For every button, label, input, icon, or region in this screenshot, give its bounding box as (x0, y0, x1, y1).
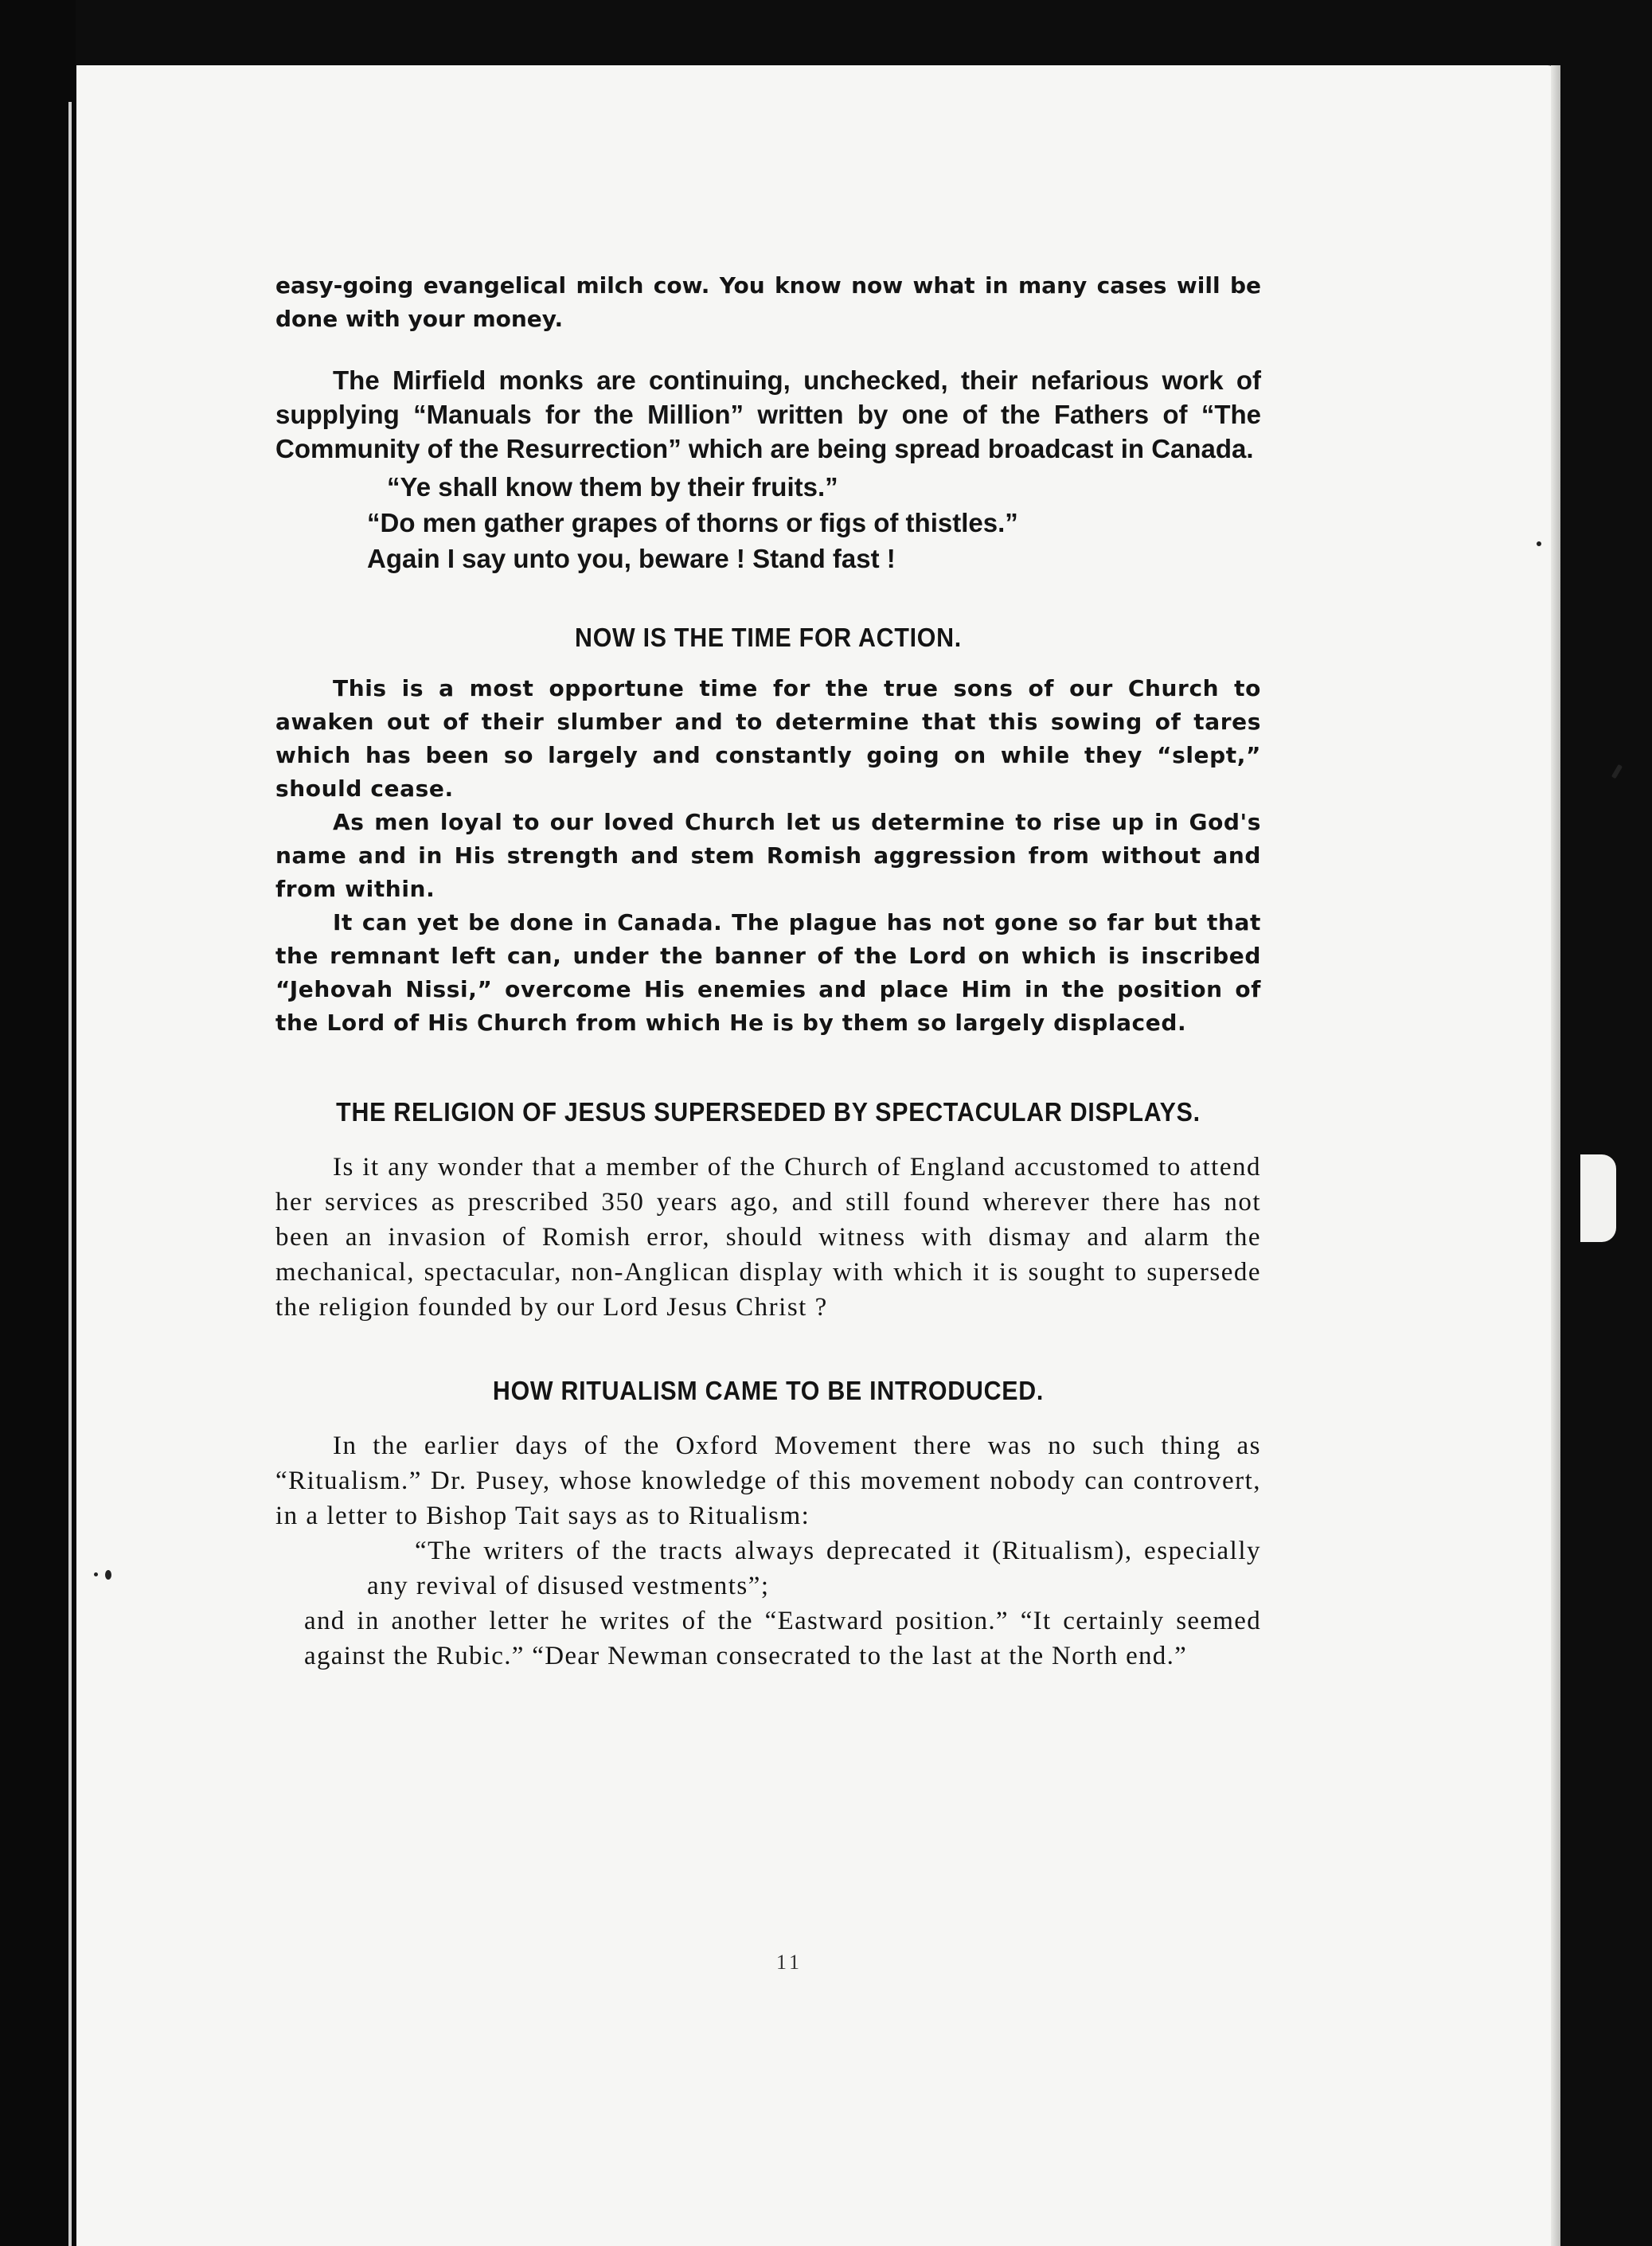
paragraph-eastward-position: and in another letter he writes of the “Eastward position.” “It certainly seemed against the Rubic.” “Dear Newman consecrated to the last at the North end.” (304, 1607, 1261, 1670)
scripture-quote-line: “Do men gather grapes of thorns or figs of thistles.” (367, 508, 1018, 537)
scan-border (0, 0, 76, 2246)
paragraph-canada: It can yet be done in Canada. The plague has not gone so far but that the remnant left can, under the banner of the Lord on which is inscribed “Jehovah Nissi,” overcome His enemies and place Him in the position of the Lord of His Church from which He is by them so largely displaced. (275, 909, 1261, 1036)
page-edge-shadow (1551, 65, 1560, 2246)
scan-speck (1537, 541, 1541, 546)
heading-time-for-action: NOW IS THE TIME FOR ACTION. (575, 623, 962, 652)
paragraph-opportune-time: This is a most opportune time for the true sons of our Church to awaken out of their slumber and to determine that this sowing of tares which has been so largely and constantly going on while they “slept,” should cease. (275, 675, 1261, 802)
paragraph-mirfield-monks: The Mirfield monks are continuing, unchecked, their nefarious work of supplying “Manuals for the Million” written by one of the Fathers of “The Community of the Resurrection” which are being spread broadcast in Canada. (275, 365, 1261, 463)
scan-speck (1611, 764, 1623, 779)
paragraph-loyal-men: As men loyal to our loved Church let us determine to rise up in God's name and in His strength and stem Romish aggression from without and from within. (275, 809, 1261, 902)
paragraph-church-of-england: Is it any wonder that a member of the Church of England accustomed to attend her services as prescribed 350 years ago, and still found wherever there has not been an invasion of Romish error, should witness with dismay and alarm the mechanical, spectacular, non-Anglican display with which it is sought to supersede the religion founded by our Lord Jesus Christ ? (275, 1153, 1261, 1322)
page-number: 11 (776, 1951, 803, 1974)
quote-writers-of-tracts: “The writers of the tracts always deprecated it (Ritualism), especially any revival of disused vestments”; (367, 1537, 1261, 1600)
scripture-quote-line: “Ye shall know them by their fruits.” (387, 472, 838, 502)
scripture-quote-line: Again I say unto you, beware ! Stand fast ! (367, 544, 896, 573)
page-content (275, 269, 1261, 1674)
scan-speck (94, 1572, 98, 1576)
paragraph-milch-cow: easy-going evangelical milch cow. You know now what in many cases will be done with your money. (275, 272, 1261, 332)
book-spine (68, 102, 72, 2246)
heading-religion-superseded: THE RELIGION OF JESUS SUPERSEDED BY SPECTACULAR DISPLAYS. (336, 1097, 1201, 1127)
heading-ritualism-introduced: HOW RITUALISM CAME TO BE INTRODUCED. (492, 1376, 1045, 1405)
scan-speck (105, 1570, 111, 1580)
paragraph-oxford-movement: In the earlier days of the Oxford Movement there was no such thing as “Ritualism.” Dr. Pusey, whose knowledge of this movement nobody can controvert, in a letter to Bishop Tait says as to Ritualism: (275, 1432, 1261, 1530)
page-edge-notch (1580, 1154, 1616, 1242)
